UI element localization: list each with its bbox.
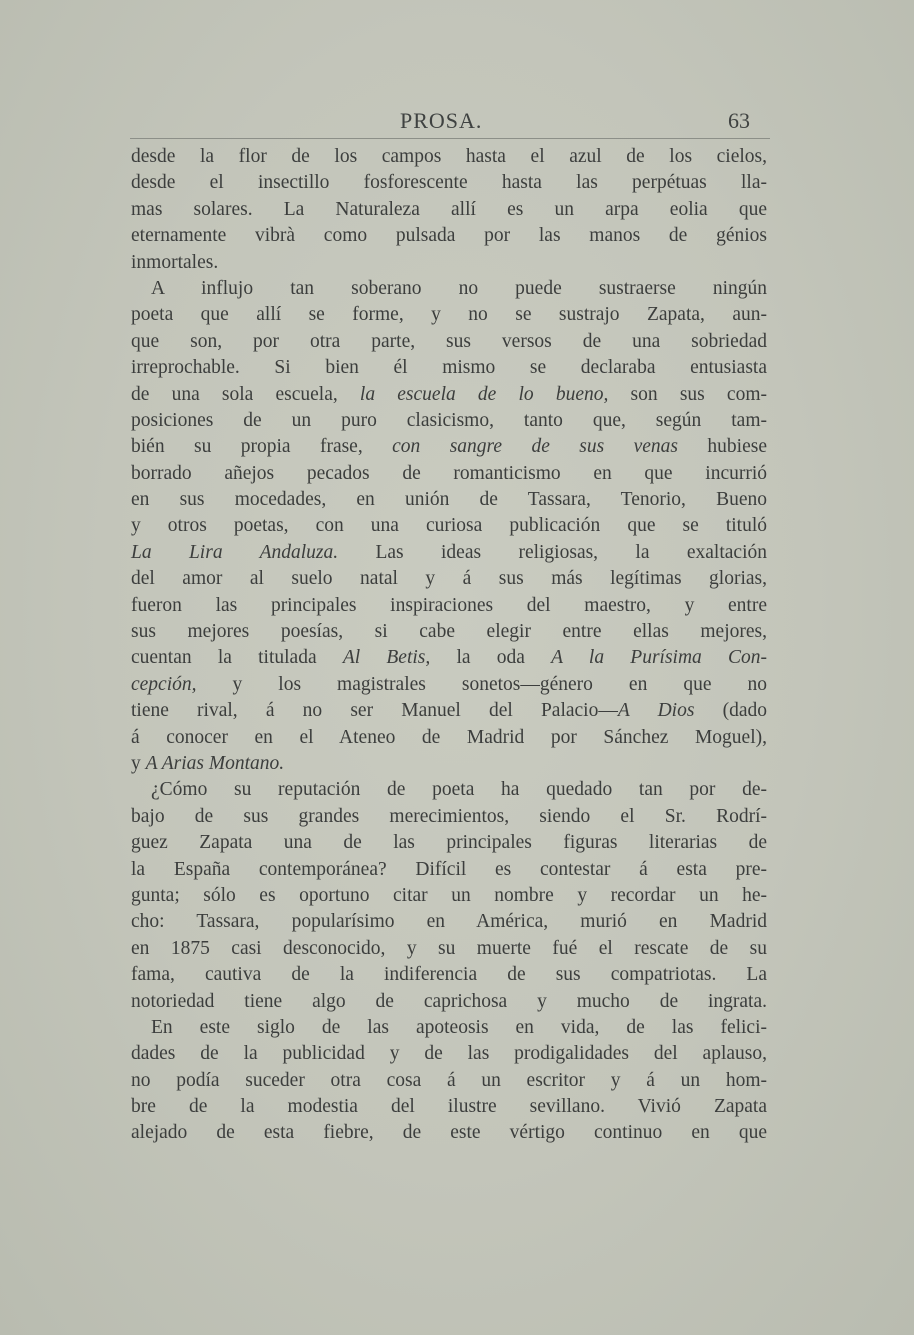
header-rule [130, 138, 770, 139]
text-segment: bién su propia frase, [131, 436, 393, 458]
text-segment: guez Zapata una de las principales figuras literarias de [131, 832, 767, 854]
text-segment: ¿Cómo su reputación de poeta ha quedado tan por de- [151, 779, 767, 801]
text-line [131, 883, 767, 909]
text-line [131, 408, 767, 434]
text-segment: y los magistrales sonetos—género en que no [196, 673, 767, 695]
text-line [131, 566, 767, 592]
text-segment: que son, por otra parte, sus versos de una sobriedad [131, 330, 767, 352]
italic-text: La Lira Andaluza. [131, 541, 339, 563]
text-line [131, 1094, 767, 1120]
text-line [131, 857, 767, 883]
text-segment: la España contemporánea? Difícil es contestar á esta pre- [131, 858, 767, 880]
text-line [131, 540, 767, 566]
text-line [131, 434, 767, 460]
text-line [131, 276, 767, 302]
text-line [131, 250, 767, 276]
text-line [131, 909, 767, 935]
text-line [131, 751, 767, 777]
text-segment: cho: Tassara, popularísimo en América, murió en Madrid [131, 911, 767, 933]
text-line [131, 989, 767, 1015]
text-line [131, 223, 767, 249]
text-segment: inmortales. [131, 251, 219, 273]
text-line [131, 170, 767, 196]
text-segment: fama, cautiva de la indiferencia de sus compatriotas. La [131, 964, 767, 986]
text-line [131, 645, 767, 671]
text-segment: mas solares. La Naturaleza allí es un arpa eolia que [131, 198, 767, 220]
text-segment: sus mejores poesías, si cabe elegir entre ellas mejores, [131, 621, 767, 643]
text-segment: á conocer en el Ateneo de Madrid por Sánchez Moguel), [131, 726, 767, 748]
italic-text: A Arias Montano. [145, 752, 285, 774]
text-line [131, 936, 767, 962]
text-segment: eternamente vibrà como pulsada por las manos de génios [131, 225, 767, 247]
text-segment: alejado de esta fiebre, de este vértigo continuo en que [131, 1122, 767, 1144]
text-segment: borrado añejos pecados de romanticismo en que incurrió [131, 462, 767, 484]
text-segment: En este siglo de las apoteosis en vida, de las felici- [151, 1016, 767, 1038]
text-segment: posiciones de un puro clasicismo, tanto que, según tam- [131, 409, 767, 431]
italic-text: la escuela de lo bueno, [359, 383, 609, 405]
text-line [131, 619, 767, 645]
text-segment: bajo de sus grandes merecimientos, siendo el Sr. Rodrí- [131, 805, 767, 827]
text-line [131, 777, 767, 803]
text-segment: cuentan la titulada [131, 647, 343, 669]
text-segment: no podía suceder otra cosa á un escritor y á un hom- [131, 1069, 767, 1091]
page-number: 63 [728, 108, 750, 133]
text-line [131, 1068, 767, 1094]
text-segment: A influjo tan soberano no puede sustraerse ningún [151, 277, 767, 299]
text-line [131, 329, 767, 355]
text-line [131, 672, 767, 698]
running-title: PROSA. [400, 108, 483, 133]
text-segment: dades de la publicidad y de las prodigalidades del aplauso, [131, 1043, 767, 1065]
text-segment: Las ideas religiosas, la exaltación [338, 541, 767, 563]
text-segment: hubiese [678, 436, 767, 458]
italic-text: cepción, [131, 673, 197, 695]
text-line [131, 513, 767, 539]
text-segment: irreprochable. Si bien él mismo se declaraba entusiasta [131, 357, 767, 379]
text-segment: del amor al suelo natal y á sus más legítimas glorias, [131, 568, 767, 590]
page-header [130, 108, 770, 138]
text-line [131, 1015, 767, 1041]
text-segment: desde la flor de los campos hasta el azul de los cielos, [131, 146, 767, 167]
text-line [131, 487, 767, 513]
text-segment: son sus com- [608, 383, 767, 405]
text-line [131, 962, 767, 988]
text-segment: y otros poetas, con una curiosa publicación que se tituló [131, 515, 767, 537]
italic-text: con sangre de sus venas [392, 436, 679, 458]
italic-text: A la Purísima Con- [551, 647, 768, 669]
italic-text: Al Betis, [342, 647, 431, 669]
text-line [131, 804, 767, 830]
text-line [131, 461, 767, 487]
text-segment: gunta; sólo es oportuno citar un nombre y recordar un he- [131, 884, 767, 906]
text-line [131, 698, 767, 724]
text-segment: la oda [430, 647, 552, 669]
italic-text: A Dios [617, 700, 695, 722]
text-segment: de una sola escuela, [131, 383, 360, 405]
text-line [131, 593, 767, 619]
text-segment: (dado [694, 700, 768, 722]
text-line [131, 144, 767, 170]
text-segment: en 1875 casi desconocido, y su muerte fué el rescate de su [131, 937, 767, 959]
text-line [131, 830, 767, 856]
text-line [131, 1120, 767, 1146]
text-line [131, 302, 767, 328]
text-line [131, 1041, 767, 1067]
text-segment: bre de la modestia del ilustre sevillano. Vivió Zapata [131, 1096, 767, 1118]
text-segment: fueron las principales inspiraciones del maestro, y entre [131, 594, 767, 616]
text-segment: tiene rival, á no ser Manuel del Palacio— [131, 700, 618, 722]
text-segment: poeta que allí se forme, y no se sustrajo Zapata, aun- [131, 304, 767, 326]
text-segment: en sus mocedades, en unión de Tassara, Tenorio, Bueno [131, 489, 767, 511]
text-line [131, 197, 767, 223]
text-segment: notoriedad tiene algo de caprichosa y mucho de ingrata. [131, 990, 767, 1012]
text-segment: y [131, 752, 146, 774]
text-line [131, 725, 767, 751]
text-segment: desde el insectillo fosforescente hasta las perpétuas lla- [131, 172, 767, 194]
text-line [131, 355, 767, 381]
body-text [131, 144, 767, 1147]
text-line [131, 382, 767, 408]
